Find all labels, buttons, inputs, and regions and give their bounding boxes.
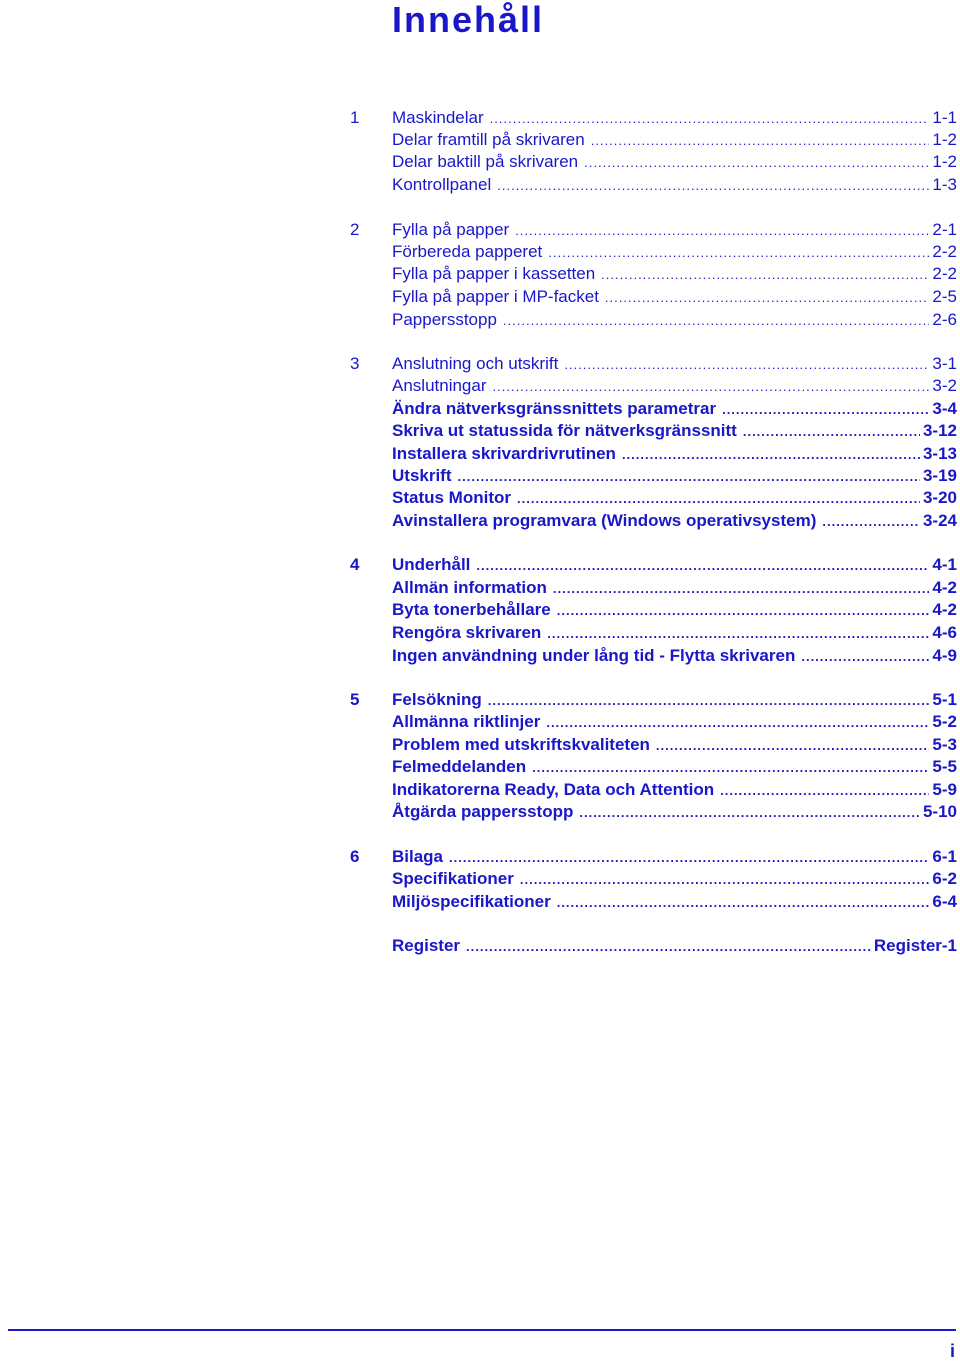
- toc-entry-label: Byta tonerbehållare: [392, 600, 551, 619]
- toc-page-number: 4-9: [932, 646, 957, 665]
- toc-entry[interactable]: [392, 599, 957, 621]
- toc-page-number: 3-24: [922, 511, 957, 530]
- toc-entry[interactable]: [392, 711, 957, 733]
- toc-page-number: 2-5: [932, 287, 957, 306]
- toc-dot-leader: [622, 443, 920, 465]
- toc-entry[interactable]: [392, 487, 957, 509]
- toc-dot-leader: [449, 846, 929, 868]
- toc-entry[interactable]: [350, 107, 957, 129]
- toc-dot-leader: [458, 465, 920, 487]
- toc-entry[interactable]: [392, 420, 957, 442]
- toc-dot-leader: [801, 645, 929, 667]
- toc-dot-leader: [584, 151, 929, 173]
- toc-dot-leader: [497, 174, 929, 196]
- toc-page-number: 3-12: [922, 421, 957, 440]
- toc-entry-label: Ingen användning under lång tid - Flytta skrivaren: [392, 646, 796, 665]
- toc-entry-label: Underhåll: [392, 555, 471, 574]
- toc-dot-leader: [476, 554, 929, 576]
- toc-page-number: 2-1: [932, 220, 957, 239]
- toc-entry-label: Anslutningar: [392, 376, 487, 395]
- toc-entry-label: Delar baktill på skrivaren: [392, 152, 579, 171]
- toc-entry[interactable]: [392, 622, 957, 644]
- toc-entry[interactable]: [350, 219, 957, 241]
- toc-entry-label: Register: [392, 936, 461, 955]
- toc-entry-label: Maskindelar: [392, 108, 484, 127]
- toc-dot-leader: [517, 487, 920, 509]
- toc-entry-label: Specifikationer: [392, 869, 514, 888]
- toc-entry[interactable]: [392, 801, 957, 823]
- toc-page-number: 2-2: [932, 264, 957, 283]
- toc-entry-label: Ändra nätverksgränssnittets parametrar: [392, 399, 717, 418]
- toc-entry[interactable]: [392, 174, 957, 196]
- toc-page-number: 3-2: [932, 376, 957, 395]
- toc-page-number: 3-4: [932, 399, 957, 418]
- toc-entry[interactable]: [392, 465, 957, 487]
- footer-divider: [8, 1329, 956, 1331]
- toc-page-number: 2-6: [932, 310, 957, 329]
- toc-dot-leader: [547, 622, 929, 644]
- toc-dot-leader: [557, 891, 930, 913]
- toc-page-number: 4-1: [932, 555, 957, 574]
- toc-entry[interactable]: [392, 891, 957, 913]
- toc-entry[interactable]: [392, 734, 957, 756]
- toc-dot-leader: [722, 398, 929, 420]
- toc-entry[interactable]: [392, 868, 957, 890]
- toc-entry-label: Fylla på papper: [392, 220, 510, 239]
- toc-page-number: 5-5: [932, 757, 957, 776]
- toc-dot-leader: [720, 779, 929, 801]
- toc-dot-leader: [605, 286, 930, 308]
- toc-entry[interactable]: [350, 689, 957, 711]
- toc-page-number: 1-1: [932, 108, 957, 127]
- toc-dot-leader: [520, 868, 930, 890]
- toc-entry[interactable]: [392, 151, 957, 173]
- toc-dot-leader: [579, 801, 920, 823]
- toc-chapter-number: 3: [350, 354, 360, 373]
- toc-page-number: 3-20: [922, 488, 957, 507]
- toc-dot-leader: [503, 309, 930, 331]
- toc-dot-leader: [822, 510, 920, 532]
- toc-page-number: 6-2: [932, 869, 957, 888]
- toc-entry[interactable]: [350, 846, 957, 868]
- toc-entry[interactable]: [392, 935, 957, 957]
- toc-entry[interactable]: [392, 286, 957, 308]
- toc-dot-leader: [515, 219, 929, 241]
- toc-chapter-number: 6: [350, 847, 360, 866]
- footer-page-number: i: [950, 1341, 956, 1361]
- toc-dot-leader: [493, 375, 930, 397]
- toc-chapter-number: 5: [350, 690, 360, 709]
- toc-dot-leader: [591, 129, 930, 151]
- toc-entry-label: Anslutning och utskrift: [392, 354, 559, 373]
- toc-entry-label: Utskrift: [392, 466, 452, 485]
- toc-entry-label: Felsökning: [392, 690, 482, 709]
- toc-page-number: 3-19: [922, 466, 957, 485]
- toc-dot-leader: [548, 241, 929, 263]
- toc-dot-leader: [546, 711, 929, 733]
- toc-entry[interactable]: [392, 241, 957, 263]
- toc-dot-leader: [656, 734, 930, 756]
- toc-dot-leader: [466, 935, 871, 957]
- toc-entry[interactable]: [392, 645, 957, 667]
- page-title: Innehåll: [392, 0, 545, 40]
- toc-page-number: 5-1: [932, 690, 957, 709]
- toc-chapter-number: 1: [350, 108, 360, 127]
- toc-entry[interactable]: [392, 263, 957, 285]
- toc-entry-label: Delar framtill på skrivaren: [392, 130, 585, 149]
- toc-page-number: 3-1: [932, 354, 957, 373]
- toc-page-number: 6-1: [932, 847, 957, 866]
- toc-page-number: 4-2: [932, 600, 957, 619]
- toc-entry[interactable]: [392, 577, 957, 599]
- toc-entry-label: Allmänna riktlinjer: [392, 712, 541, 731]
- toc-entry[interactable]: [350, 554, 957, 576]
- toc-page-number: 6-4: [932, 892, 957, 911]
- toc-entry-label: Miljöspecifikationer: [392, 892, 551, 911]
- toc-entry-label: Indikatorerna Ready, Data och Attention: [392, 780, 715, 799]
- toc-chapter-number: 2: [350, 220, 360, 239]
- toc-entry[interactable]: [392, 756, 957, 778]
- toc-entry-label: Pappersstopp: [392, 310, 497, 329]
- toc-entry[interactable]: [392, 443, 957, 465]
- toc-entry-label: Fylla på papper i kassetten: [392, 264, 596, 283]
- toc-dot-leader: [601, 263, 929, 285]
- toc-entry[interactable]: [392, 510, 957, 532]
- toc-entry[interactable]: [392, 309, 957, 331]
- toc-entry[interactable]: [350, 353, 957, 375]
- toc-page-number: 4-6: [932, 623, 957, 642]
- toc-entry-label: Allmän information: [392, 578, 547, 597]
- toc-page-number: 4-2: [932, 578, 957, 597]
- toc-page-number: 3-13: [922, 444, 957, 463]
- toc-entry-label: Förbereda papperet: [392, 242, 543, 261]
- toc-page-number: 5-10: [922, 802, 957, 821]
- toc-page-number: 5-2: [932, 712, 957, 731]
- toc-page-number: 1-2: [932, 130, 957, 149]
- toc-page-number: 1-2: [932, 152, 957, 171]
- toc-entry-label: Skriva ut statussida för nätverksgränssnitt: [392, 421, 737, 440]
- toc-dot-leader: [532, 756, 929, 778]
- toc-dot-leader: [553, 577, 930, 599]
- toc-entry[interactable]: [392, 779, 957, 801]
- toc-dot-leader: [557, 599, 930, 621]
- toc-chapter-number: 4: [350, 555, 360, 574]
- toc-page-number: 5-9: [932, 780, 957, 799]
- toc-page-number: Register-1: [873, 936, 957, 955]
- toc-dot-leader: [743, 420, 920, 442]
- toc-page-number: 5-3: [932, 735, 957, 754]
- toc-page-number: 2-2: [932, 242, 957, 261]
- toc-entry[interactable]: [392, 129, 957, 151]
- toc-dot-leader: [488, 689, 930, 711]
- toc-entry[interactable]: [392, 375, 957, 397]
- toc-dot-leader: [490, 107, 930, 129]
- toc-entry-label: Problem med utskriftskvaliteten: [392, 735, 650, 754]
- toc-dot-leader: [564, 353, 929, 375]
- toc-entry[interactable]: [392, 398, 957, 420]
- toc-entry-label: Avinstallera programvara (Windows operativsystem): [392, 511, 817, 530]
- toc-entry-label: Bilaga: [392, 847, 444, 866]
- toc-entry-label: Installera skrivardrivrutinen: [392, 444, 616, 463]
- toc-entry-label: Rengöra skrivaren: [392, 623, 542, 642]
- toc-entry-label: Fylla på papper i MP-facket: [392, 287, 599, 306]
- toc-entry-label: Status Monitor: [392, 488, 511, 507]
- toc-page-number: 1-3: [932, 175, 957, 194]
- toc-entry-label: Kontrollpanel: [392, 175, 492, 194]
- toc-entry-label: Åtgärda pappersstopp: [392, 802, 574, 821]
- toc-entry-label: Felmeddelanden: [392, 757, 527, 776]
